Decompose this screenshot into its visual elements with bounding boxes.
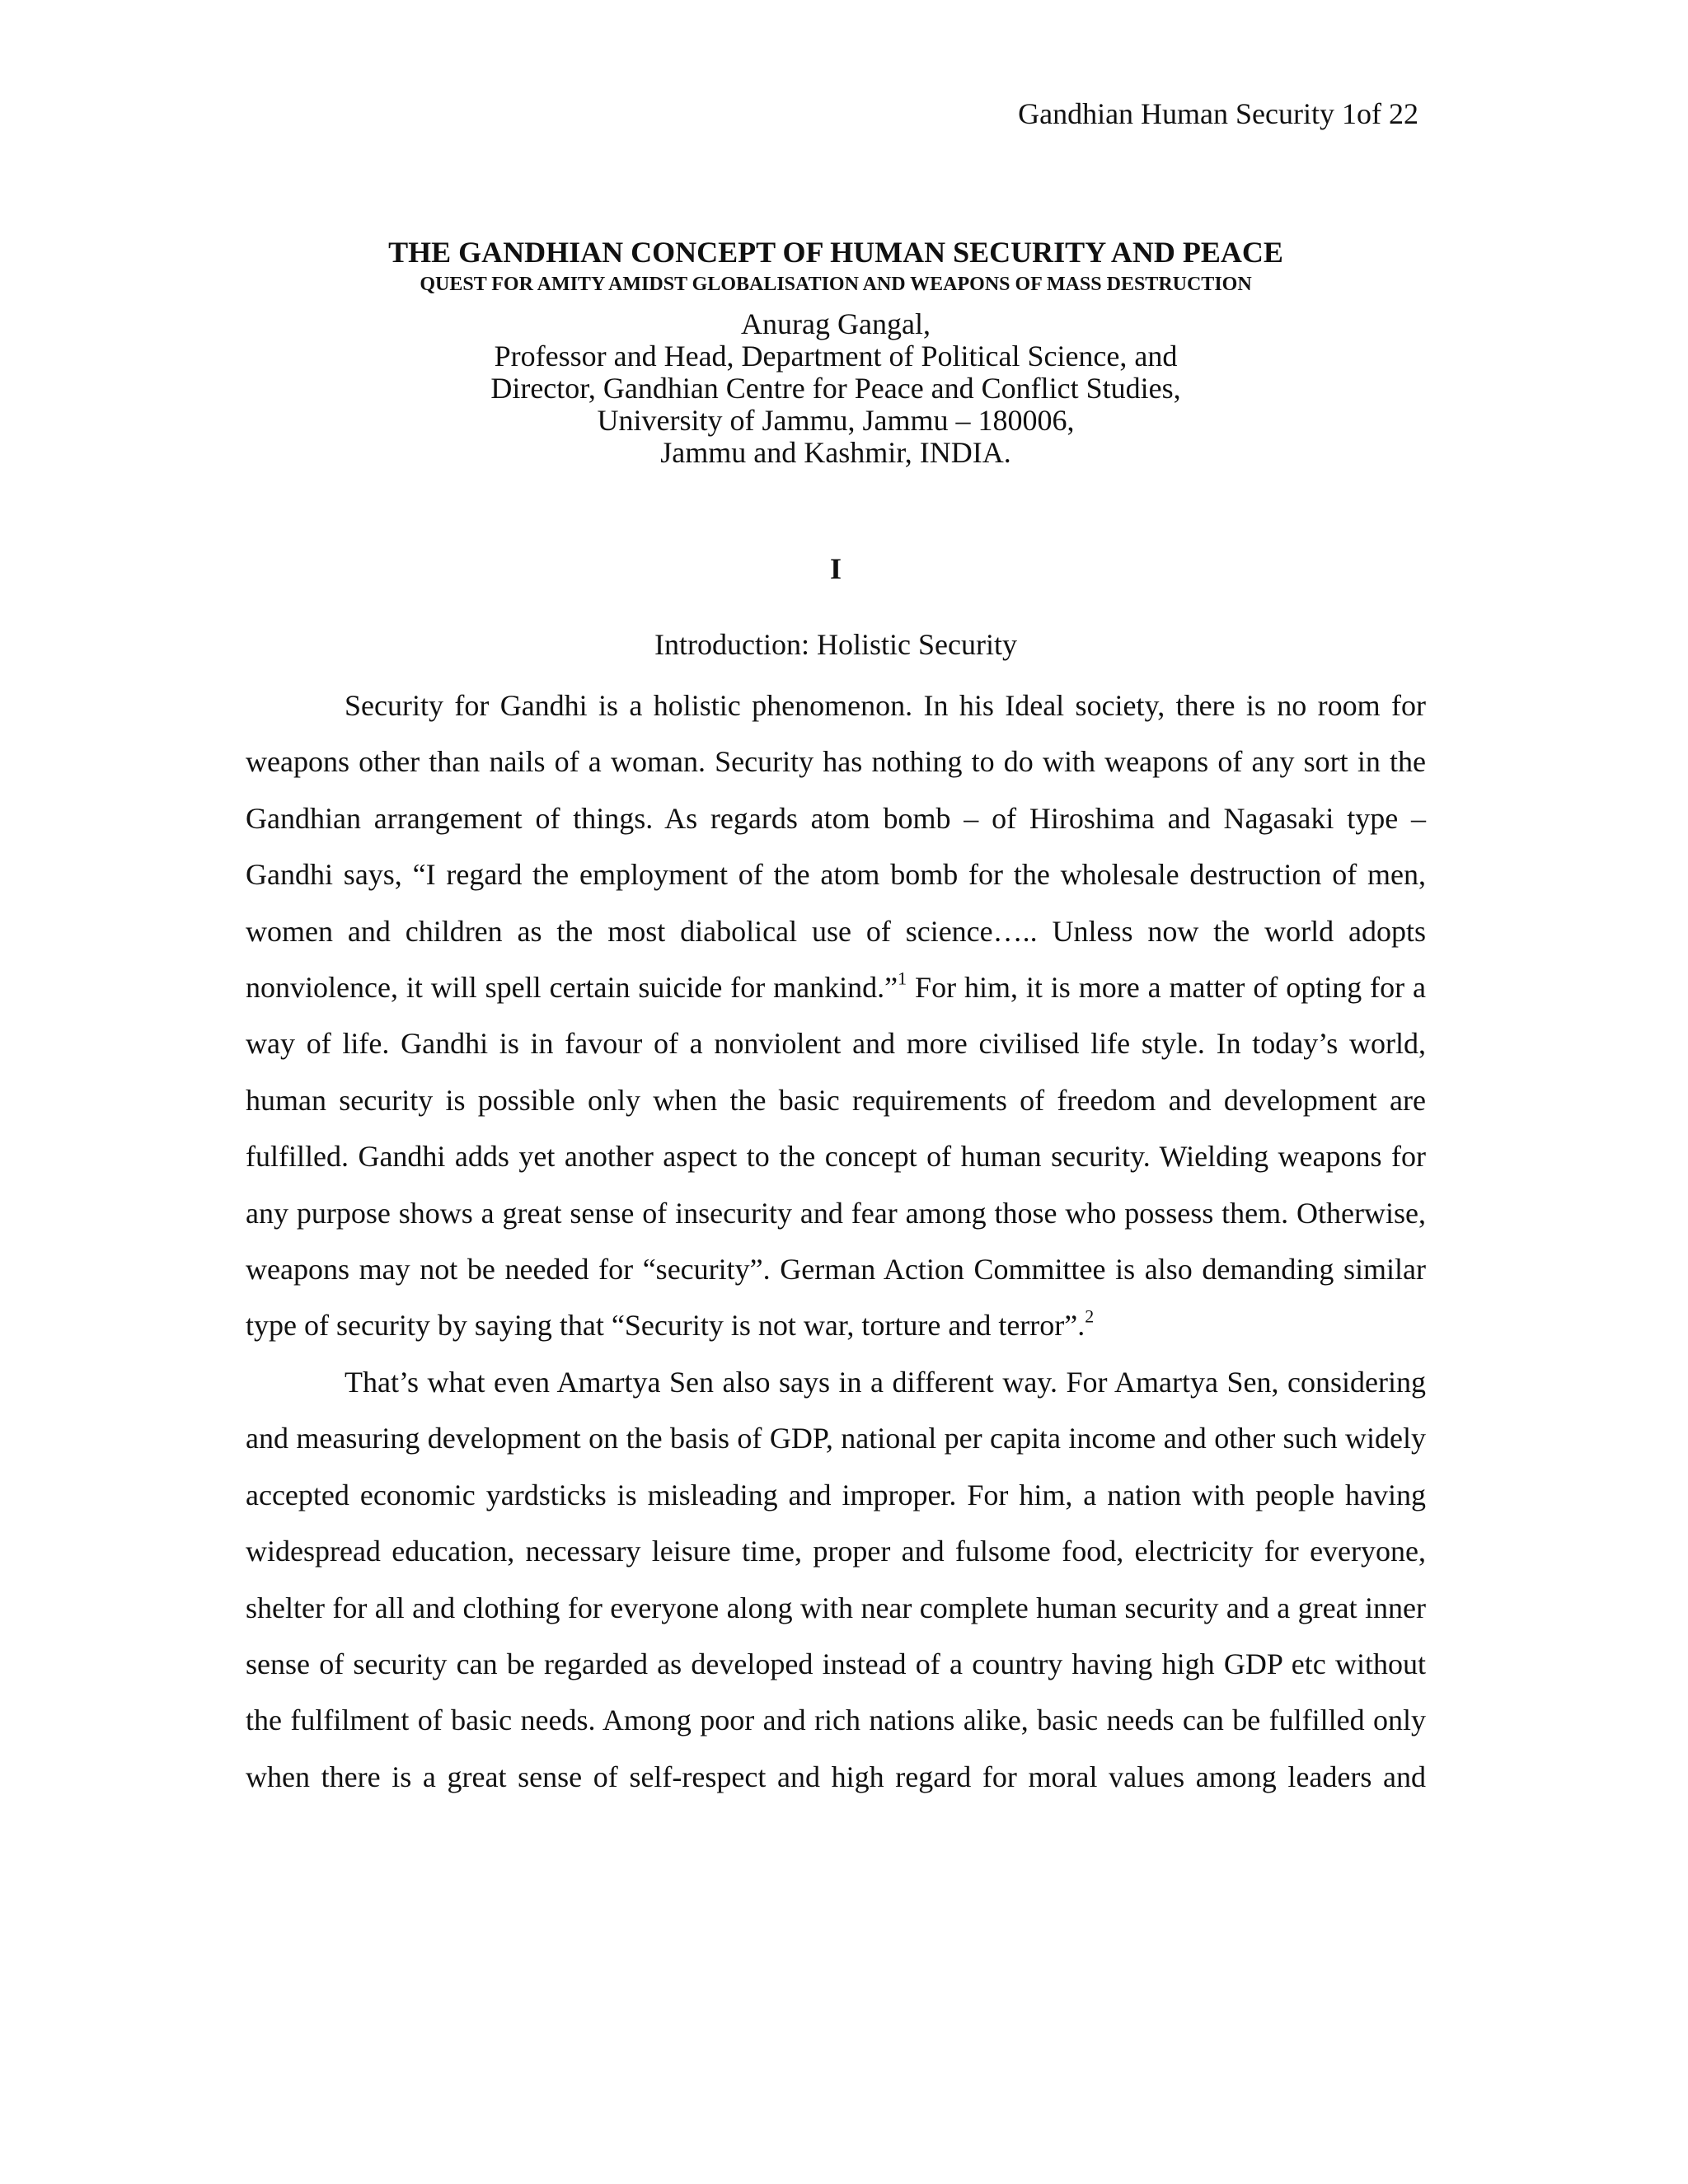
- author-name: Anurag Gangal,: [741, 307, 931, 340]
- title-block: [246, 232, 1426, 297]
- document-title: THE GANDHIAN CONCEPT OF HUMAN SECURITY AND PEACE: [388, 236, 1283, 269]
- author-region: Jammu and Kashmir, INDIA.: [660, 436, 1011, 469]
- paragraph-1: [246, 677, 1426, 1354]
- author-role: Director, Gandhian Centre for Peace and Conflict Studies,: [490, 372, 1181, 405]
- paragraph-2: That’s what even Amartya Sen also says in a different way. For Amartya Sen, considering and measuring development on the basis of GDP, national per capita income and other such widely accepted economic yardsticks is misleading and improper. For him, a nation with people having widespread education, necessary leisure time, proper and fulsome food, electricity for everyone, shelter for all and clothing for everyone along with near complete human security and a great inner sense of security can be regarded as developed instead of a country having high GDP etc without the fulfilment of basic needs. Among poor and rich nations alike, basic needs can be fulfilled only when there is a great sense of self-respect and high regard for moral values among leaders and: [246, 1365, 1426, 1793]
- author-university: University of Jammu, Jammu – 180006,: [597, 404, 1075, 437]
- footnote-ref-1[interactable]: 1: [898, 968, 907, 989]
- paragraph-1-text-a: Security for Gandhi is a holistic phenomenon. In his Ideal society, there is no room for weapons other than nails of a woman. Security has nothing to do with weapons of any sort in the Gandhian arrangement of things. As regards atom bomb – of Hiroshima and Nagasaki type – Gandhi says, “I regard the employment of the atom bomb for the wholesale destruction of men, women and children as the most diabolical use of science….. Unless now the world adopts nonviolence, it will spell certain suicide for mankind.”: [246, 689, 1426, 1005]
- running-header: Gandhian Human Security 1of 22: [1018, 97, 1418, 130]
- paragraph-1-text-b: For him, it is more a matter of opting for a way of life. Gandhi is in favour of a nonviolent and more civilised life style. In today’s world, human security is possible only when the basic requirements of freedom and development are fulfilled. Gandhi adds yet another aspect to the concept of human security. Wielding weapons for any purpose shows a great sense of insecurity and fear among those who possess them. Otherwise, weapons may not be needed for “security”. German Action Committee is also demanding similar type of security by saying that “Security is not war, torture and terror”.: [246, 971, 1427, 1343]
- body-text: [246, 677, 1426, 1805]
- footnote-ref-2[interactable]: 2: [1085, 1306, 1095, 1328]
- section-heading: Introduction: Holistic Security: [654, 628, 1017, 661]
- author-block: [246, 308, 1426, 469]
- author-position: Professor and Head, Department of Political Science, and: [494, 340, 1178, 373]
- section-numeral: I: [829, 552, 842, 585]
- document-subtitle: QUEST FOR AMITY AMIDST GLOBALISATION AND WEAPONS OF MASS DESTRUCTION: [420, 274, 1252, 295]
